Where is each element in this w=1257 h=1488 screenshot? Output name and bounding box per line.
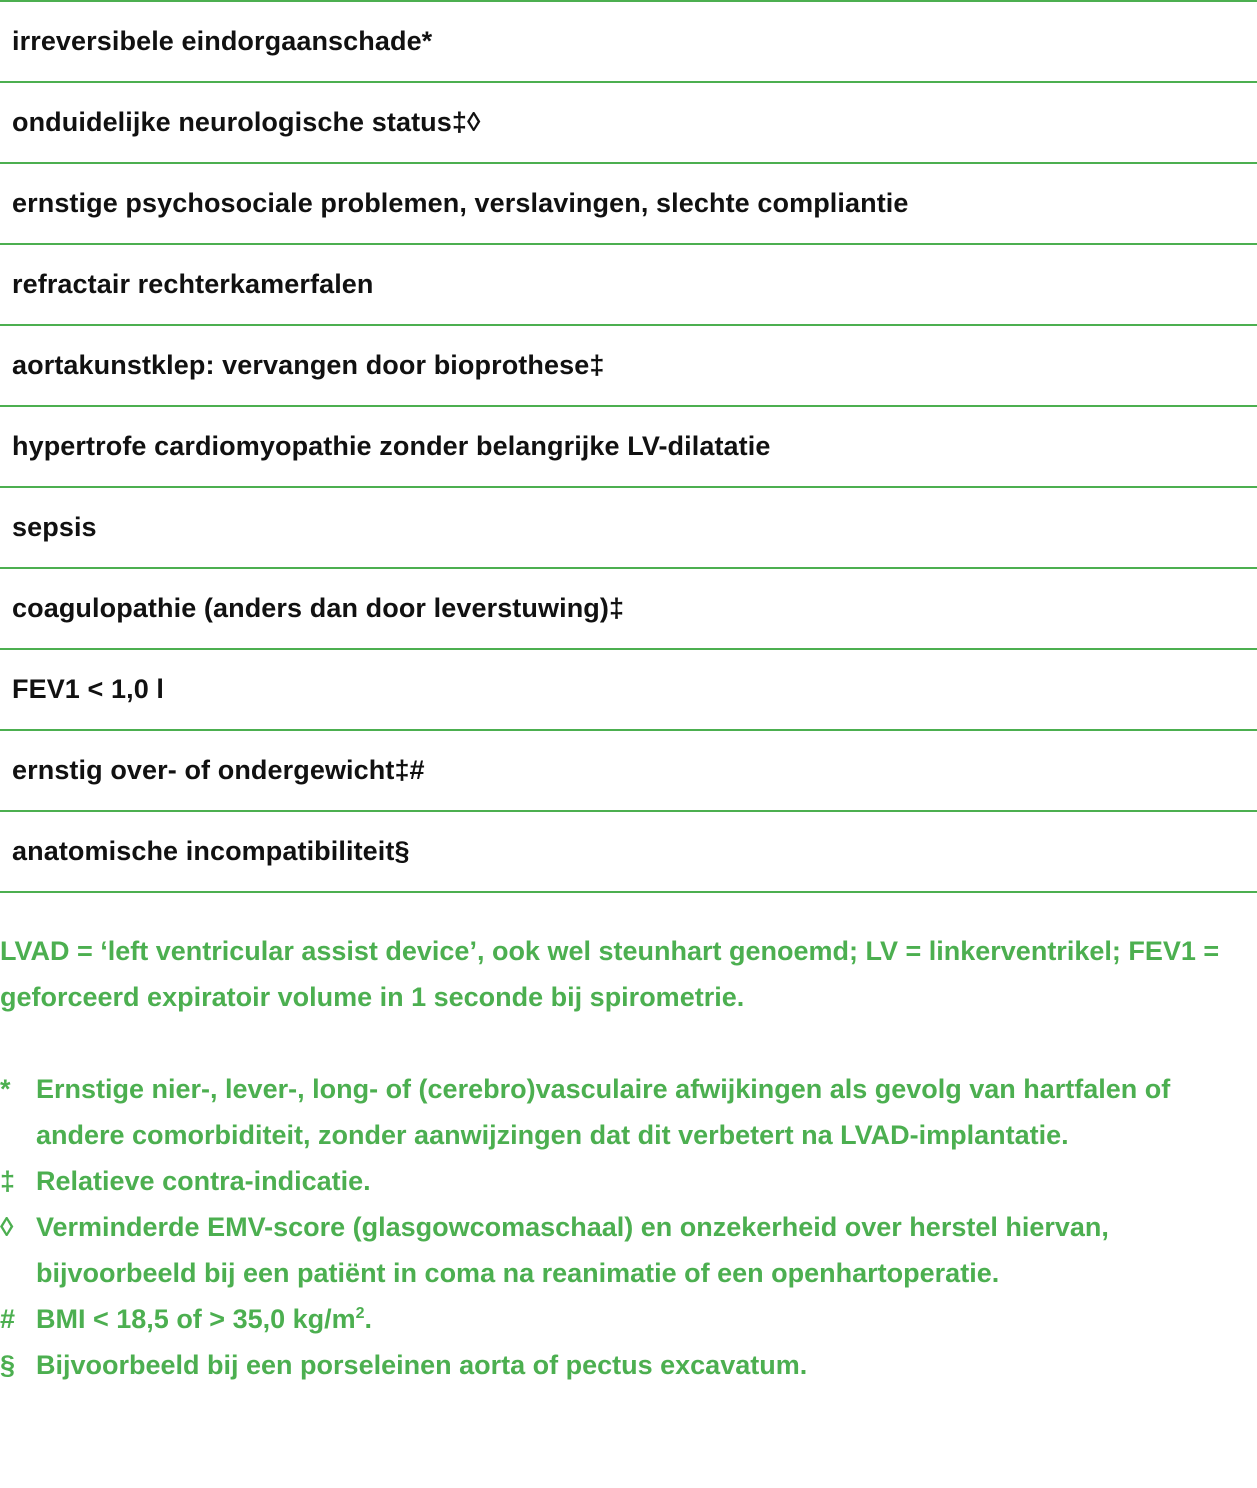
footnote bbox=[0, 1066, 1240, 1158]
row-text: ernstig over- of ondergewicht‡# bbox=[12, 755, 425, 785]
bmi-text-end: . bbox=[364, 1304, 373, 1334]
row-text: irreversibele eindorgaanschade* bbox=[12, 26, 433, 56]
row-text: hypertrofe cardiomyopathie zonder belangrijke LV-dilatatie bbox=[12, 431, 771, 461]
table-row bbox=[0, 83, 1257, 164]
table-row bbox=[0, 2, 1257, 83]
footnote bbox=[0, 1204, 1240, 1296]
footnote-text bbox=[36, 1296, 1240, 1342]
table-row bbox=[0, 407, 1257, 488]
row-text: anatomische incompatibiliteit§ bbox=[12, 836, 410, 866]
table-row bbox=[0, 245, 1257, 326]
row-text: aortakunstklep: vervangen door bioprothese‡ bbox=[12, 350, 605, 380]
row-text: coagulopathie (anders dan door leverstuwing)‡ bbox=[12, 593, 625, 623]
footnote bbox=[0, 1296, 1240, 1342]
bmi-text: BMI < 18,5 of > 35,0 kg/m bbox=[36, 1304, 356, 1334]
footnote-symbol: ‡ bbox=[0, 1166, 16, 1196]
footnote-symbol: § bbox=[0, 1350, 16, 1380]
table-row bbox=[0, 650, 1257, 731]
table-row bbox=[0, 488, 1257, 569]
abbreviations-note: LVAD = ‘left ventricular assist device’, ook wel steunhart genoemd; LV = linkerventrikel; FEV1 = geforceerd expiratoir volume in 1 seconde bij spirometrie. bbox=[0, 936, 1220, 1012]
row-text: FEV1 < 1,0 l bbox=[12, 674, 165, 704]
footnote bbox=[0, 1158, 1240, 1204]
footnote-symbol: * bbox=[0, 1074, 11, 1104]
row-text: ernstige psychosociale problemen, verslavingen, slechte compliantie bbox=[12, 188, 909, 218]
footnote-text: Bijvoorbeeld bij een porseleinen aorta of pectus excavatum. bbox=[36, 1350, 808, 1380]
table-row bbox=[0, 812, 1257, 893]
table-row bbox=[0, 164, 1257, 245]
footnote-text: Relatieve contra-indicatie. bbox=[36, 1166, 371, 1196]
footnote-text: Ernstige nier-, lever-, long- of (cerebro)vasculaire afwijkingen als gevolg van hartfalen of andere comorbiditeit, zonder aanwijzingen dat dit verbetert na LVAD-implantatie. bbox=[36, 1074, 1171, 1150]
row-text: refractair rechterkamerfalen bbox=[12, 269, 374, 299]
table-row bbox=[0, 326, 1257, 407]
superscript: 2 bbox=[355, 1305, 365, 1322]
table-row bbox=[0, 569, 1257, 650]
row-text: sepsis bbox=[12, 512, 97, 542]
footnote-symbol: # bbox=[0, 1304, 16, 1334]
table-notes bbox=[0, 928, 1240, 1388]
footnote bbox=[0, 1342, 1240, 1388]
row-text: onduidelijke neurologische status‡◊ bbox=[12, 107, 481, 137]
footnote-symbol: ◊ bbox=[0, 1212, 14, 1242]
table-row bbox=[0, 731, 1257, 812]
footnote-text: Verminderde EMV-score (glasgowcomaschaal) en onzekerheid over herstel hiervan, bijvoorbeeld bij een patiënt in coma na reanimatie of een openhartoperatie. bbox=[36, 1212, 1109, 1288]
